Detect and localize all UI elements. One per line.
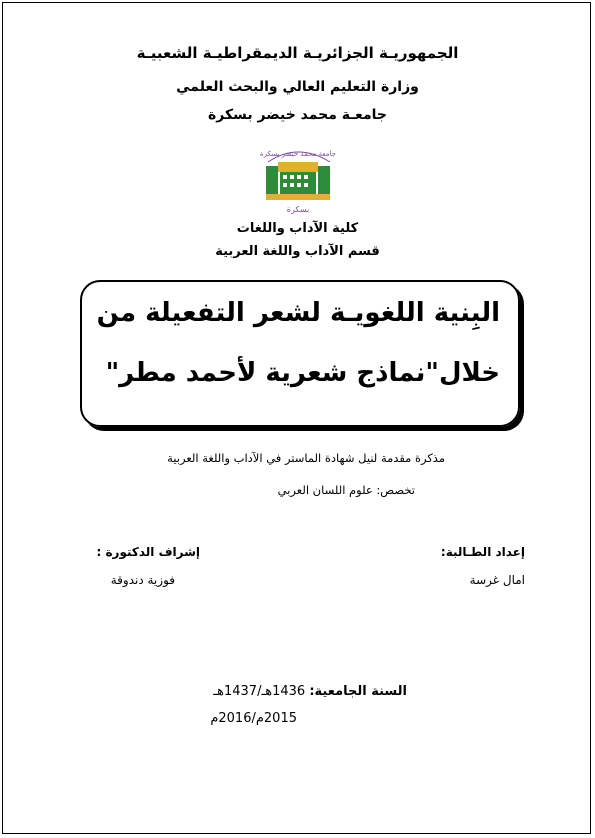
supervisor-name: فوزية دندوقة [110,573,175,587]
academic-year-hijri: 1436هـ/1437هـ [213,684,306,699]
university-logo-icon [246,138,350,220]
title-box [80,280,520,427]
supervisor-label: إشراف الدكتورة : [96,545,200,559]
faculty-name: كلية الآداب واللغات [236,221,359,236]
student-name: امال غرسة [469,573,525,587]
logo-bottom-text: بسكرة [286,205,310,214]
student-label: إعداد الطـالبة: [440,545,525,559]
logo-top-text: جامعة محمد خيضر بسكرة [260,150,336,158]
thesis-title-line-1: البِنية اللغويـة لشعر التفعيلة من [96,298,500,328]
university-heading: جامعـة محمد خيضر بسكرة [208,107,387,123]
ministry-heading: وزارة التعليم العالي والبحث العلمي [176,79,419,95]
academic-year-label: السنة الجامعية: [309,684,407,699]
memo-description: مذكرة مقدمة لنيل شهادة الماستر في الآداب واللغة العربية [167,451,445,465]
republic-heading: الجمهوريـة الجزائريـة الديمقراطيـة الشعبيـة [136,44,459,62]
specialization: تخصص: علوم اللسان العربي [277,483,415,497]
academic-year-gregorian: 2015م/2016م [210,711,297,726]
thesis-title-line-2: خلال"نماذج شعرية لأحمد مطر" [105,358,500,388]
academic-year-row [213,684,407,699]
department-name: قسم الآداب واللغة العربية [215,244,380,259]
